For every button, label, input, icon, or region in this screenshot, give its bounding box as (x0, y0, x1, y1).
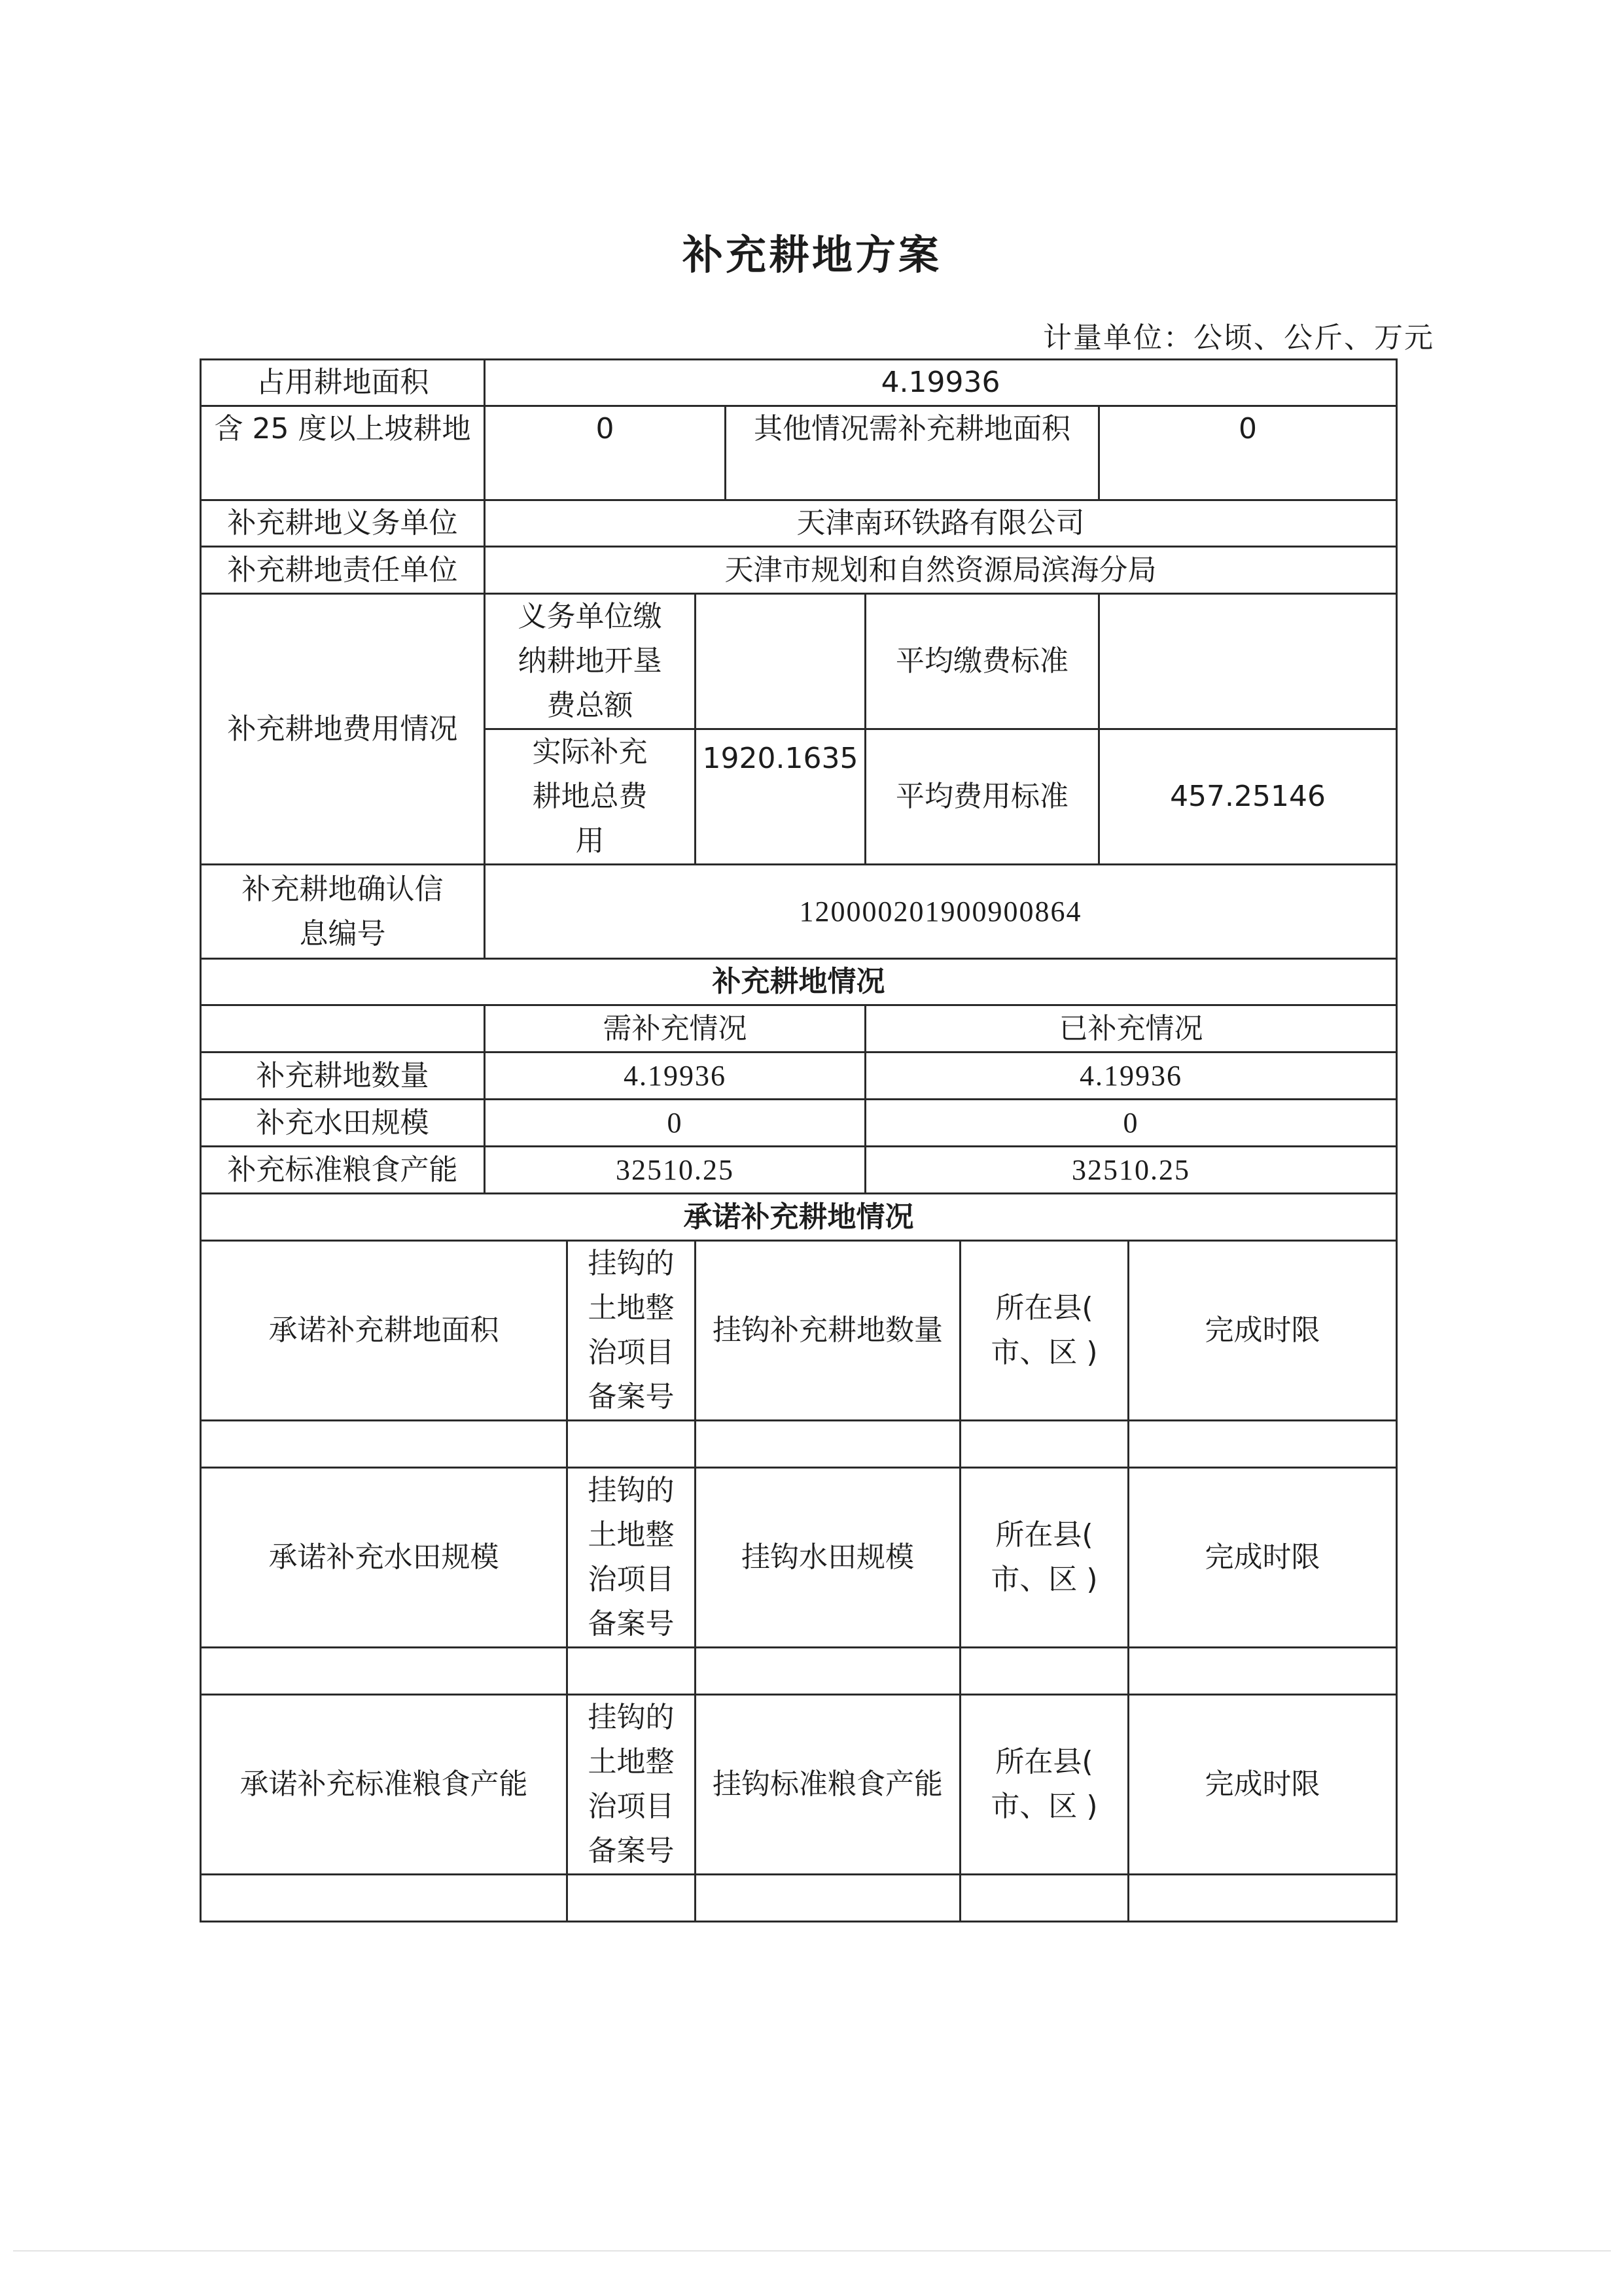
supp-section-heading: 补充耕地情况 (201, 959, 1397, 1005)
deadline-label: 完成时限 (1129, 1695, 1397, 1875)
confirm-value: 120000201900900864 (485, 865, 1397, 959)
row-label: 补充标准粮食产能 (201, 1147, 485, 1194)
deadline-label: 完成时限 (1129, 1241, 1397, 1421)
table-row (201, 406, 1397, 500)
table-row (201, 959, 1397, 1005)
avg-pay-value (1099, 594, 1397, 729)
county-label: 所在县( 市、区 ) (961, 1695, 1129, 1875)
obligor-value: 天津南环铁路有限公司 (485, 500, 1397, 547)
table-row (201, 1052, 1397, 1100)
done-value: 32510.25 (866, 1147, 1397, 1194)
fee-paid-label: 义务单位缴纳耕地开垦费总额 (485, 594, 696, 729)
obligor-label: 补充耕地义务单位 (201, 500, 485, 547)
page-title: 补充耕地方案 (682, 231, 942, 279)
avg-pay-label: 平均缴费标准 (866, 594, 1099, 729)
done-value: 4.19936 (866, 1052, 1397, 1100)
empty-cell (1129, 1875, 1397, 1922)
need-value: 4.19936 (485, 1052, 866, 1100)
promise-item-label: 承诺补充水田规模 (201, 1468, 567, 1648)
page-edge-line (13, 2250, 1611, 2252)
table-row (201, 1194, 1397, 1241)
row-label: 补充耕地数量 (201, 1052, 485, 1100)
slope-value: 0 (485, 406, 726, 500)
fee-paid-value (696, 594, 866, 729)
avg-cost-label: 平均费用标准 (866, 729, 1099, 865)
county-label: 所在县( 市、区 ) (961, 1241, 1129, 1421)
table-row (201, 1695, 1397, 1875)
table-row (201, 1421, 1397, 1468)
linked-amount-label: 挂钩水田规模 (696, 1468, 961, 1648)
occupied-label: 占用耕地面积 (201, 360, 485, 406)
table-row (201, 547, 1397, 594)
linked-amount-label: 挂钩标准粮食产能 (696, 1695, 961, 1875)
need-value: 32510.25 (485, 1147, 866, 1194)
empty-cell (696, 1648, 961, 1695)
done-value: 0 (866, 1100, 1397, 1147)
actual-value: 1920.1635 (696, 729, 866, 865)
unit-note: 计量单位：公顷、公斤、万元 (1043, 321, 1434, 355)
empty-cell (567, 1875, 696, 1922)
need-header: 需补充情况 (485, 1005, 866, 1052)
confirm-label: 补充耕地确认信息编号 (201, 865, 485, 959)
promise-item-label: 承诺补充标准粮食产能 (201, 1695, 567, 1875)
table-row (201, 1241, 1397, 1421)
project-record-label: 挂钩的土地整治项目备案号 (567, 1695, 696, 1875)
land-plan-table (200, 358, 1398, 1922)
blank-cell (201, 1005, 485, 1052)
empty-cell (1129, 1421, 1397, 1468)
need-value: 0 (485, 1100, 866, 1147)
empty-cell (1129, 1648, 1397, 1695)
table-row (201, 1875, 1397, 1922)
slope-label: 含 25 度以上坡耕地 (201, 406, 485, 500)
done-header: 已补充情况 (866, 1005, 1397, 1052)
empty-cell (201, 1421, 567, 1468)
promise-item-label: 承诺补充耕地面积 (201, 1241, 567, 1421)
table-row (201, 594, 1397, 729)
table-row (201, 1147, 1397, 1194)
other-value: 0 (1099, 406, 1397, 500)
empty-cell (201, 1648, 567, 1695)
table-row (201, 1100, 1397, 1147)
table-row (201, 1005, 1397, 1052)
table-row (201, 360, 1397, 406)
empty-cell (567, 1648, 696, 1695)
row-label: 补充水田规模 (201, 1100, 485, 1147)
table-row (201, 865, 1397, 959)
avg-cost-value: 457.25146 (1099, 729, 1397, 865)
project-record-label: 挂钩的土地整治项目备案号 (567, 1468, 696, 1648)
other-label: 其他情况需补充耕地面积 (726, 406, 1099, 500)
promise-section-heading: 承诺补充耕地情况 (201, 1194, 1397, 1241)
table-row (201, 500, 1397, 547)
occupied-value: 4.19936 (485, 360, 1397, 406)
empty-cell (201, 1875, 567, 1922)
empty-cell (567, 1421, 696, 1468)
linked-amount-label: 挂钩补充耕地数量 (696, 1241, 961, 1421)
empty-cell (961, 1875, 1129, 1922)
actual-label: 实际补充耕地总费用 (485, 729, 696, 865)
empty-cell (696, 1421, 961, 1468)
table-row (201, 1468, 1397, 1648)
empty-cell (696, 1875, 961, 1922)
empty-cell (961, 1421, 1129, 1468)
responsible-label: 补充耕地责任单位 (201, 547, 485, 594)
responsible-value: 天津市规划和自然资源局滨海分局 (485, 547, 1397, 594)
empty-cell (961, 1648, 1129, 1695)
deadline-label: 完成时限 (1129, 1468, 1397, 1648)
fee-label: 补充耕地费用情况 (201, 594, 485, 865)
project-record-label: 挂钩的土地整治项目备案号 (567, 1241, 696, 1421)
county-label: 所在县( 市、区 ) (961, 1468, 1129, 1648)
table-row (201, 1648, 1397, 1695)
